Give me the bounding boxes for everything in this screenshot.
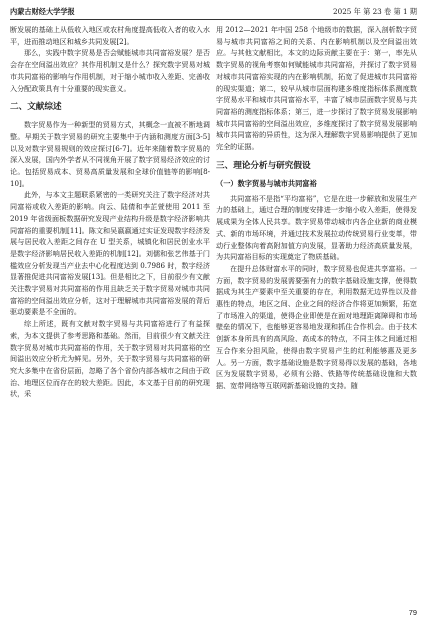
paragraph: 此外，与本文主题联系紧密的一类研究关注了数字经济对共同富裕或收入差距的影响。向云、陆倩和李芷萱使用 2011 至 2019 年省级面板数据研究发现产业结构升级是数字经济影响共同富裕的重要机制[11]。陈文和吴嬴嬴通过实证发现数字经济发展与居民收入差距之间存在 U 型关系，城镇化和居民创业水平是数字经济影响居民收入差距的机制[12]。刘儒和张艺伟基于门槛效应分析发现当产业去中心化程度达到 0.7986 时，数字经济显著推促进共同富裕发展[13]。但是相比之下，目前很少有文献关注数字贸易对共同富裕的作用且缺乏关于数字贸易对城市共同富裕的空间溢出效应分析，这对于理解城市共同富裕发展的背后驱动要素是不全面的。	[10, 190, 210, 317]
paragraph: 断发展的基础上从低收入地区或农村角度提高低收入者的收入水平，进而推动地区和城乡共同发展[2]。	[10, 25, 210, 46]
paragraph: 综上所述，既有文献对数字贸易与共同富裕进行了有益探索，为本文提供了参考思路和基础。然而，目前很少有文献关注数字贸易对城市共同富裕的作用，关于数字贸易对共同富裕的空间溢出效应分析尤为鲜见。另外，关于数字贸易与共同富裕的研究大多集中在省份层面，忽略了各个省份内部各城市之间由于政治、地理区位而存在的较大差距。因此，本文基于目前的研究现状，采	[10, 319, 210, 399]
section-heading: 二、文献综述	[10, 102, 62, 113]
issue-info: 2025 年 第 23 卷 第 1 期	[333, 7, 417, 16]
paragraph: 共同富裕不是指“平均富裕”，它是在进一步解放和发展生产力的基础上，通过合理的制度安排进一步缩小收入差距，使得发展成果为全体人民共享。数字贸易带动城市内各企业新的商业模式、新的市场环境，并通过技术发展拉动传统贸易行业变革，带动行业整体向着高附加值方向发展，显著助力经济高质量发展，为共同富裕目标的实现奠定了物质基础。	[216, 193, 417, 262]
paragraph: 用 2012—2021 年中国 258 个地级市的数据，深入剖析数字贸易与城市共同富裕之间的关系、内在影响机制以及空间溢出效应。与其他文献相比，本文的边际贡献主要在于：第一，率先从数字贸易的视角考察如何赋能城市共同富裕，并探讨了数字贸易对城市共同富裕实现的内在影响机制，拓宽了促进城市共同富裕的现实渠道；第二，较早从城市层面构建多维度指标体系测度数字贸易水平和城市共同富裕水平，丰富了城市层面数字贸易与共同富裕的测度指标体系；第三，进一步探讨了数字贸易发展影响城市共同富裕的空间溢出效应，多维度探讨了数字贸易发展影响城市共同富裕的异质性，这为深入理解数字贸易影响提供了更加完全的证据。	[216, 25, 417, 152]
right-column	[216, 24, 417, 392]
paragraph: 在提升总体财富水平的同时，数字贸易也促进共享富裕。一方面，数字贸易的发展需要强有力的数字基础设施支撑，使得数据成为其生产要素中至关重要的存在，利用数据无边界性以及普惠性的特点，地区之间、企业之间的经济合作将更加频繁，拓宽了市场准入的渠道，使得企业即使是在面对地理距离障碍和市场壁垒的情况下，也能够更容易地发现和抓住合作机会。由于技术创新本身所具有的高风险、高成本的特点，不同主体之间通过相互合作来分担风险，使得由数字贸易产生的红利能够惠及更多人。另一方面，数字基础设施是数字贸易得以发展的基础，各地区为发展数字贸易，必须有公路、铁路等传统基础设施和大数据、宽带网络等互联网新基础设施的支持。随	[216, 263, 417, 390]
header-rule	[10, 19, 417, 20]
page-number: 79	[408, 608, 417, 617]
section-heading: 三、理论分析与研究假设	[216, 160, 311, 171]
subsection-heading: （一）数字贸易与城市共同富裕	[216, 178, 317, 188]
paragraph: 那么，实践中数字贸易是否会赋能城市共同富裕发展？是否会存在空间溢出效应？其作用机制又是什么？探究数字贸易对城市共同富裕的影响与作用机制，对于缩小城市收入差距、完善收入分配政策具有十分重要的现实意义。	[10, 48, 210, 93]
paragraph: 数字贸易作为一种新型的贸易方式，其概念一直被不断地调整。早期关于数字贸易的研究主要集中于内涵和测度方面[3-5]以及对数字贸易规则的效应探讨[6-7]。近年来随着数字贸易的深入发展，国内外学者从不同视角开展了数字贸易经济效应的讨论。包括贸易成本、贸易高质量发展和全球价值链等的影响[8-10]。	[10, 120, 210, 188]
journal-name: 内蒙古财经大学学报	[10, 7, 75, 16]
running-header	[10, 6, 417, 18]
left-column	[10, 24, 210, 400]
